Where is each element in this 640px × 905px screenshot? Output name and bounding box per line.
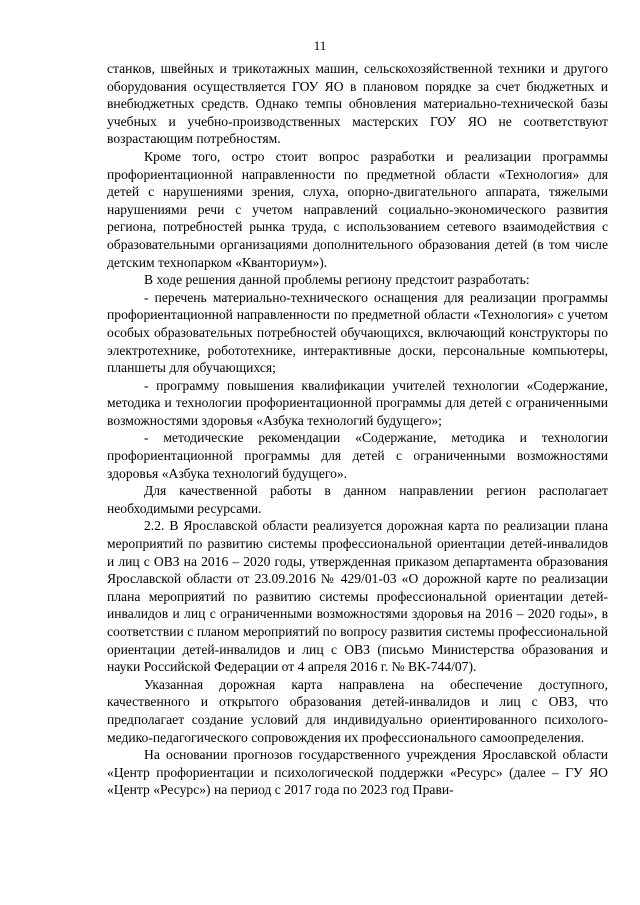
paragraph: В ходе решения данной проблемы региону предстоит разработать: [144, 272, 530, 288]
paragraph: станков, швейных и трикотажных машин, сельскохозяйственной техники и другого оборудования осуществляется ГОУ ЯО в плановом порядке за счет бюджетных и внебюджетных средств. Однако темпы обновления материально-технической базы учебных и учебно-производственных мастерских ГОУ ЯО не соответствуют возрастающим потребностям. [107, 61, 608, 147]
list-item: - перечень материально-технического оснащения для реализации программы профориентационной направленности по предметной области «Технология» с учетом особых образовательных потребностей обучающихся, включающий конструкторы по электротехнике, робототехнике, интерактивные доски, персональные компьютеры, планшеты для обучающихся; [107, 289, 608, 376]
page-number: 11 [313, 38, 327, 53]
paragraph: Указанная дорожная карта направлена на обеспечение доступного, качественного и открытого образования детей-инвалидов и лиц с ОВЗ, что предполагает создание условий для индивидуально ориентированного психолого-медико-педагогического сопровождения их профессионального самоопределения. [107, 676, 608, 745]
list-item: - методические рекомендации «Содержание, методика и технологии профориентационной программы для детей с ограниченными возможностями здоровья «Азбука технологий будущего». [107, 430, 608, 481]
paragraph: 2.2. В Ярославской области реализуется дорожная карта по реализации плана мероприятий по развитию системы профессиональной ориентации детей-инвалидов и лиц с ОВЗ на 2016 – 2020 годы, утвержденная приказом департамента образования Ярославской области от 23.09.2016 № 429/01-03 «О дорожной карте по реализации плана мероприятий по развитию системы профессиональной ориентации детей-инвалидов и лиц с ограниченными возможностями здоровья на 2016 – 2020 годы», в соответствии с планом мероприятий по вопросу развития системы профессиональной ориентации детей-инвалидов и лиц с ОВЗ (письмо Министерства образования и науки Российской Федерации от 4 апреля 2016 г. № ВК-744/07). [107, 518, 608, 675]
paragraph: Кроме того, остро стоит вопрос разработки и реализации программы профориентационной направленности по предметной области «Технология» для детей с нарушениями зрения, слуха, опорно-двигательного аппарата, тяжелыми нарушениями речи с учетом направлений социально-экономического развития региона, потребностей рынка труда, с использованием сетевого взаимодействия с образовательными организациями дополнительного образования детей (в том числе детским технопарком «Кванториум»). [107, 148, 608, 270]
list-item: - программу повышения квалификации учителей технологии «Содержание, методика и технологии профориентационной программы для детей с ограниченными возможностями здоровья «Азбука технологий будущего»; [107, 377, 608, 428]
body-text [107, 60, 608, 799]
paragraph: Для качественной работы в данном направлении регион располагает необходимыми ресурсами. [107, 483, 608, 516]
paragraph: На основании прогнозов государственного учреждения Ярославской области «Центр профориентации и психологической поддержки «Ресурс» (далее – ГУ ЯО «Центр «Ресурс») на период с 2017 года по 2023 год Прави- [107, 747, 608, 798]
